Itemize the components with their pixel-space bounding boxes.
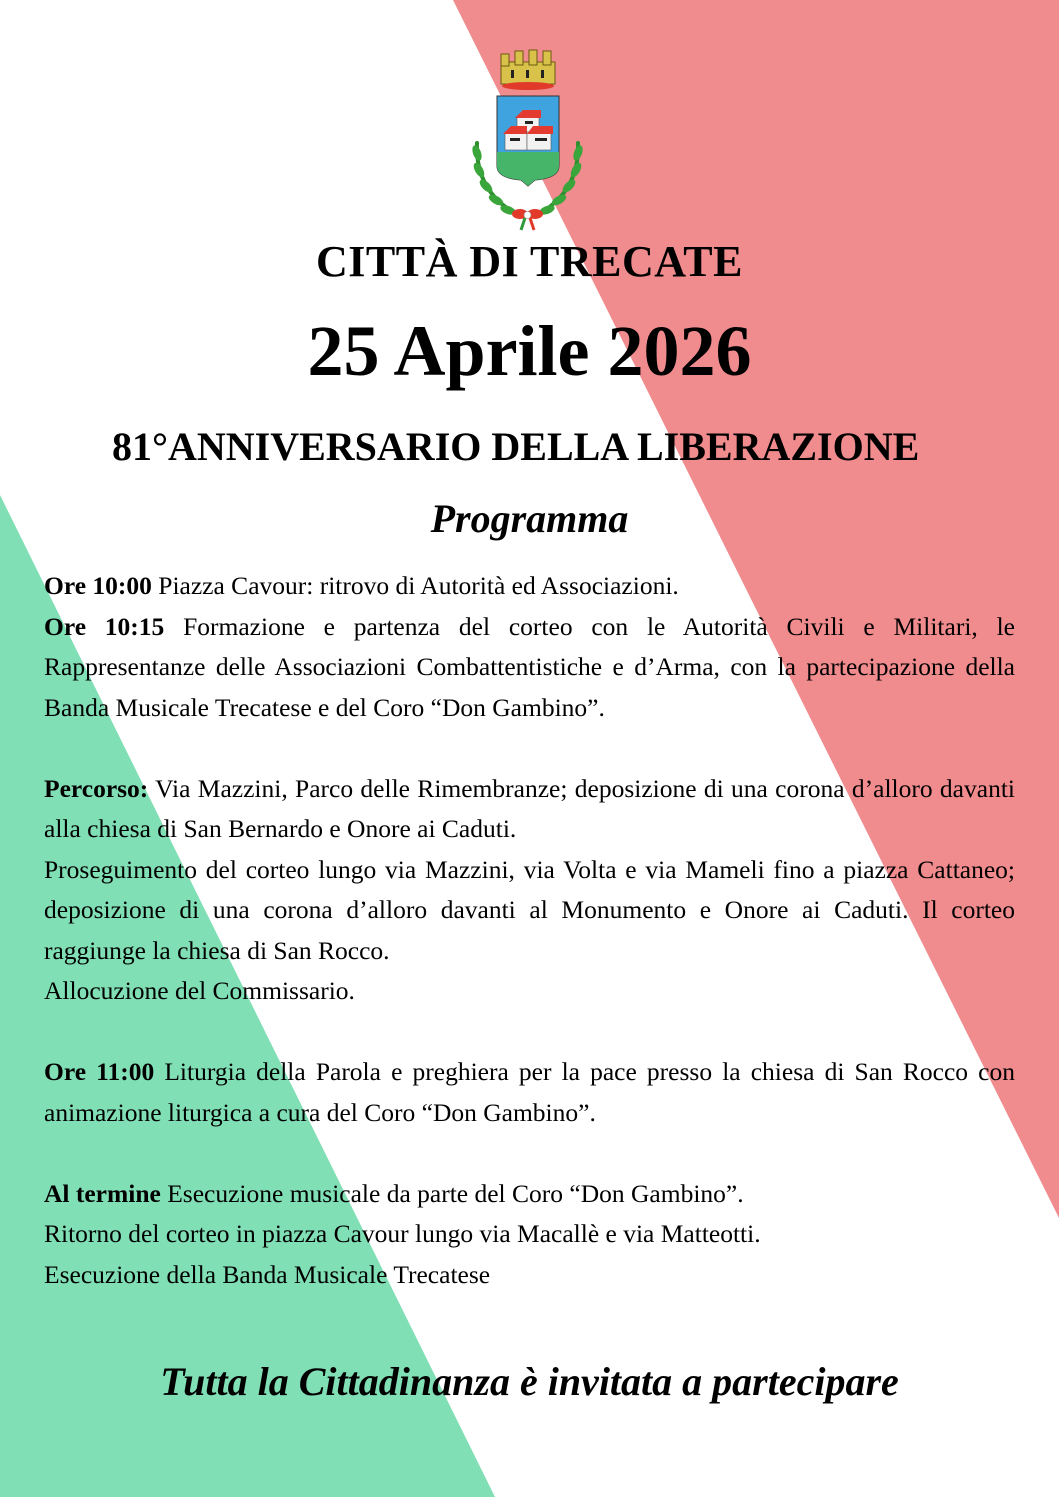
- closing-item: [44, 1174, 1015, 1215]
- program-item-1000: [44, 566, 1015, 607]
- route-continuation: Proseguimento del corteo lungo via Mazzini, via Volta e via Mameli fino a piazza Cattaneo; deposizione di una corona d’alloro davanti al Monumento e Onore ai Caduti. Il corteo raggiunge la chiesa di San Rocco.: [44, 854, 1015, 965]
- trecate-coat-of-arms-icon: [465, 48, 590, 233]
- closing-label: Al termine: [44, 1178, 161, 1208]
- program-item-1015: [44, 607, 1015, 729]
- time-label: Ore 10:00: [44, 571, 152, 600]
- time-label: Ore 11:00: [44, 1057, 155, 1086]
- shield-icon: [497, 96, 559, 186]
- program-title: Programma: [430, 496, 629, 541]
- event-date: 25 Aprile 2026: [307, 311, 752, 391]
- closing-text: Esecuzione musicale da parte del Coro “Don Gambino”.: [160, 1178, 744, 1208]
- return-item: Ritorno del corteo in piazza Cavour lungo via Macallè e via Matteotti.: [44, 1219, 761, 1248]
- invitation-text: Tutta la Cittadinanza è invitata a partecipare: [160, 1359, 899, 1404]
- item-text: Piazza Cavour: ritrovo di Autorità ed Associazioni.: [151, 571, 679, 600]
- anniversary-title: 81°ANNIVERSARIO DELLA LIBERAZIONE: [112, 424, 920, 469]
- route-item: [44, 769, 1015, 850]
- crown-icon: [501, 50, 555, 90]
- tricolor-ribbon-icon: [512, 209, 543, 230]
- speech-item: Allocuzione del Commissario.: [44, 976, 355, 1005]
- route-label: Percorso:: [44, 773, 149, 803]
- program-item-1100: [44, 1052, 1015, 1133]
- item-text: Formazione e partenza del corteo con le Autorità Civili e Militari, le Rappresentanze delle Associazioni Combattentistiche e d’Arma, con la partecipazione della Banda Musicale Trecatese e del Coro “Don Gambino”.: [44, 611, 1015, 722]
- band-item: Esecuzione della Banda Musicale Trecatese: [44, 1259, 491, 1289]
- program-body: [44, 566, 1015, 1295]
- time-label: Ore 10:15: [44, 611, 165, 641]
- item-text: Liturgia della Parola e preghiera per la pace presso la chiesa di San Rocco con animazione liturgica a cura del Coro “Don Gambino”.: [44, 1057, 1015, 1127]
- city-title: CITTÀ DI TRECATE: [316, 237, 743, 286]
- route-text: Via Mazzini, Parco delle Rimembranze; deposizione di una corona d’alloro davanti alla chiesa di San Bernardo e Onore ai Caduti.: [44, 773, 1015, 843]
